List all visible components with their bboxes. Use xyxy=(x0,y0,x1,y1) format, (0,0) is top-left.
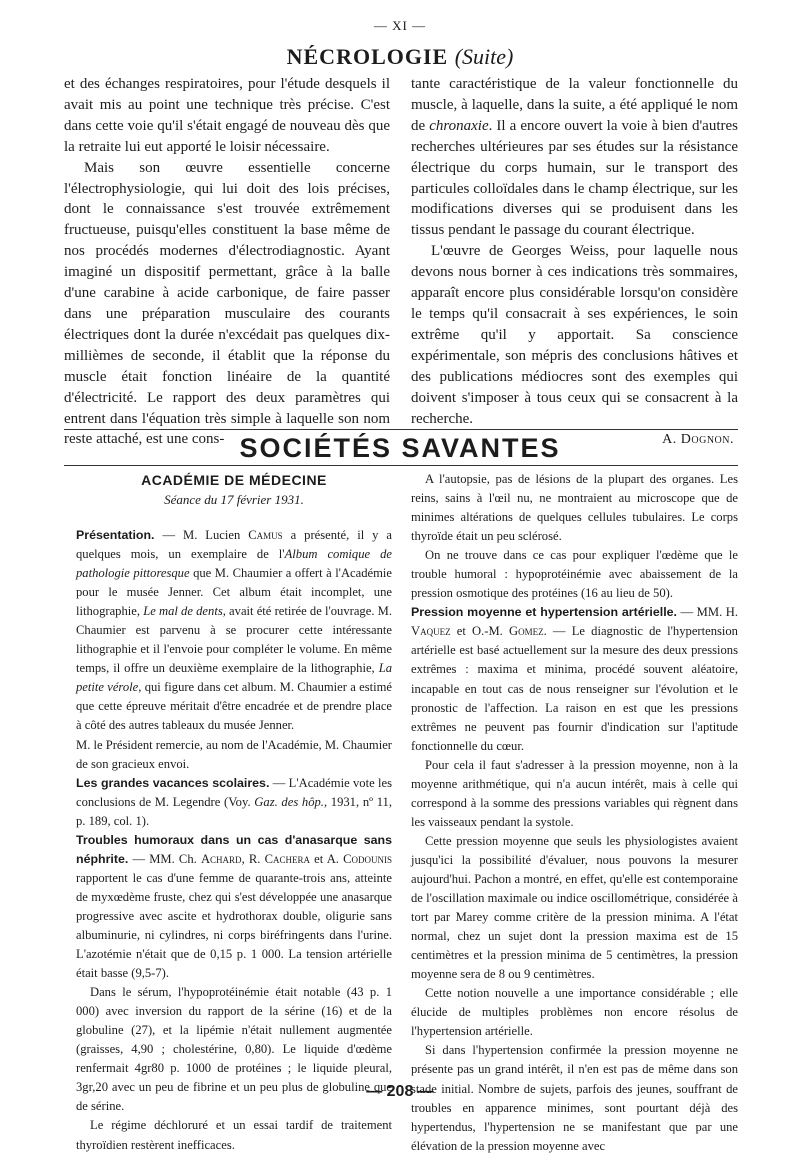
necrologie-heading xyxy=(0,44,800,70)
troubles-paragraph: Le régime déchloruré et un essai tardif de traitement thyroïdien restèrent inefficaces. xyxy=(76,1118,392,1152)
necrologie-paragraph: tante caractéristique de la valeur fonctionnelle du muscle, à laquelle, dans la suite, a été appliqué le nom de chronaxie. Il a encore ouvert la voie à bien d'autres recherches ultérieures par ses études sur la résistance électrique du corps humain, sur le transport des particules colloïdales dans le champ électrique, sur les modifications diverses qui se produisent dans les tissus pendant le passage du courant électrique. xyxy=(411,76,738,239)
pression-paragraph: Si dans l'hypertension confirmée la pression moyenne ne présente pas un grand intérêt, il n'en est pas de même dans son stade initial. Nombre de sujets, parfois des jeunes, souffrant de troubles en apparence minimes, sont pourtant déjà des hypertendus, l'hypertension ne se manifestant que par une élévation de la pression moyenne avec xyxy=(411,1043,738,1153)
troubles-paragraph: On ne trouve dans ce cas pour expliquer l'œdème que le trouble humoral : hypoprotéinémie avec abaissement de la pression osmotique des protéines (16 au lieu de 50). xyxy=(411,548,738,601)
pression-paragraph: Cette notion nouvelle a une importance considérable ; elle élucide de multiples problèmes non encore résolus de l'hypertension artérielle. xyxy=(411,986,738,1039)
author-signature: A. Dognon. xyxy=(662,432,734,448)
section-divider xyxy=(64,429,738,430)
president-paragraph: M. le Président remercie, au nom de l'Académie, M. Chaumier de son gracieux envoi. xyxy=(76,737,392,771)
pression-paragraph: Pression moyenne et hypertension artérielle. — MM. H. Vaquez et O.-M. Gomez. — Le diagnostic de l'hypertension artérielle est basé actuellement sur la mesure des deux pressions extrêmes : maxima et minima, procédé souvent aléatoire, incapable en tout cas de nous renseigner sur l'évolution et le pronostic de l'affection. La raison en est que les pressions extrêmes ne peuvent pas fournir d'indication sur l'aptitude fonctionnelle du cœur. xyxy=(411,605,738,753)
seance-date: Séance du 17 février 1931. xyxy=(164,492,304,507)
pression-paragraph: Pour cela il faut s'adresser à la pression moyenne, non à la moyenne arithmétique, qui n'a aucun intérêt, mais à celle qui correspond à la somme des pressions variables qui règnent dans les vaisseaux pendant la systole. xyxy=(411,757,738,829)
academie-title: ACADÉMIE DE MÉDECINE xyxy=(141,472,327,488)
section-folio: — XI — xyxy=(373,18,427,33)
necrologie-paragraph: L'œuvre de Georges Weiss, pour laquelle nous devons nous borner à ces indications très sommaires, apparaît encore plus considérable lorsqu'on considère le temps qu'il consacrait à ses expériences, le soin extrême qu'il y apportait. Sa conscience expérimentale, son mépris des conclusions hâtives et des publications médiocres sont des exemples qui doivent s'imposer à tous ceux qui se consacrent à la recherche. xyxy=(411,243,738,427)
troubles-paragraph: Troubles humoraux dans un cas d'anasarque sans néphrite. — MM. Ch. Achard, R. Cachera et A. Codounis rapportent le cas d'une femme de quarante-trois ans, atteinte de myxœdème fruste, chez qui s'est développée une anasarque progressive avec ascite et hydrothorax double, oligurie sans albuminurie, ni cylindres, ni corps biréfringents dans l'urine. L'azotémie n'était que de 0,15 p. 1 000. La tension artérielle était basse (9,5-7). xyxy=(76,832,392,981)
necrologie-paragraph: Mais son œuvre essentielle concerne l'électrophysiologie, qui lui doit des lois précises, dont le connaissance s'est trouvée extrêmement fructueuse, puisqu'elles constituent la base même de nos procédés modernes d'électrodiagnostic. Ayant imaginé un dispositif permettant, grâce à la balle d'une carabine à acide carbonique, de faire passer dans une préparation musculaire des courants électriques dont la durée n'excédait pas quelques dix-millièmes de seconde, il établit que la réponse du muscle était fonction linéaire de la quantité d'électricité. Le rapport des deux paramètres qui entrent dans l'équation très simple à laquelle son nom reste attaché, est une cons- xyxy=(64,159,390,448)
chronaxie-term: chronaxie xyxy=(429,117,489,134)
necrologie-right-column xyxy=(411,74,738,451)
societes-right-column xyxy=(411,470,738,1156)
necrologie-suite: (Suite) xyxy=(454,44,514,69)
pression-paragraph: Cette pression moyenne que seuls les physiologistes avaient jusqu'ici la possibilité d'évaluer, nous pouvons la mesurer aujourd'hui. Pachon a montré, en effet, qu'elle est contemporaine de l'oscillation maximale ou indice oscillométrique, considérée à tort par Marey comme critère de la pression minima. A l'état normal, chez un sujet dont la pression maxima est de 15 centimètres et la pression minima de 5 centimètres, la pression moyenne sera de 8 ou 9 centimètres. xyxy=(411,833,738,982)
troubles-paragraph: A l'autopsie, pas de lésions de la plupart des organes. Les reins, sains à l'œil nu, ne montraient au microscope que de minimes altérations de quelques cellules tubulaires. Le corps thyroïde était un peu sclérosé. xyxy=(411,472,738,544)
troubles-paragraph: Dans le sérum, l'hypoprotéinémie était notable (43 p. 1 000) avec inversion du rapport de la sérine (16) et de la globuline (27), et la lipémie n'était nullement augmentée (graisses, 4,90 ; cholestérine, 0,80). Le liquide d'œdème renfermait 4gr80 p. 1000 de protéines ; le liquide pleural, 3gr,20 avec un peu de fibrine et un peu plus de globuline que de sérine. xyxy=(76,985,392,1114)
vacances-paragraph: Les grandes vacances scolaires. — L'Académie vote les conclusions de M. Legendre (Voy. Gaz. des hôp., 1931, nº 11, p. 189, col. 1). xyxy=(76,775,392,828)
section-divider xyxy=(64,465,738,466)
societes-title: SOCIÉTÉS SAVANTES xyxy=(239,433,561,463)
societes-left-column xyxy=(76,471,392,1155)
presentation-paragraph: Présentation. — M. Lucien Camus a présenté, il y a quelques mois, un exemplaire de l'Album comique de pathologie pittoresque que M. Chaumier a offert à l'Académie pour le musée Jenner. Cet album était incomplet, une lithographie, Le mal de dents, avait été retirée de l'ouvrage. M. Chaumier est parvenu à se procurer cette intéressante lithographie et il l'envoie pour compléter le volume. En même temps, il offre un deuxième exemplaire de la lithographie, La petite vérole, qui figure dans cet album. M. Chaumier a estimé que cette épreuve méritait d'être encadrée et de prendre place à côté des autres tableaux du musée Jenner. xyxy=(76,528,393,733)
necrologie-left-column xyxy=(64,74,390,450)
necrologie-paragraph: et des échanges respiratoires, pour l'étude desquels il avait mis au point une technique très précise. C'est dans cette voie qu'il s'était engagé de nouveau dès que la retraite lui eut apporté le loisir nécessaire. xyxy=(64,76,390,155)
page-number: — 208 — xyxy=(366,1083,434,1100)
necrologie-title: NÉCROLOGIE xyxy=(286,44,449,69)
